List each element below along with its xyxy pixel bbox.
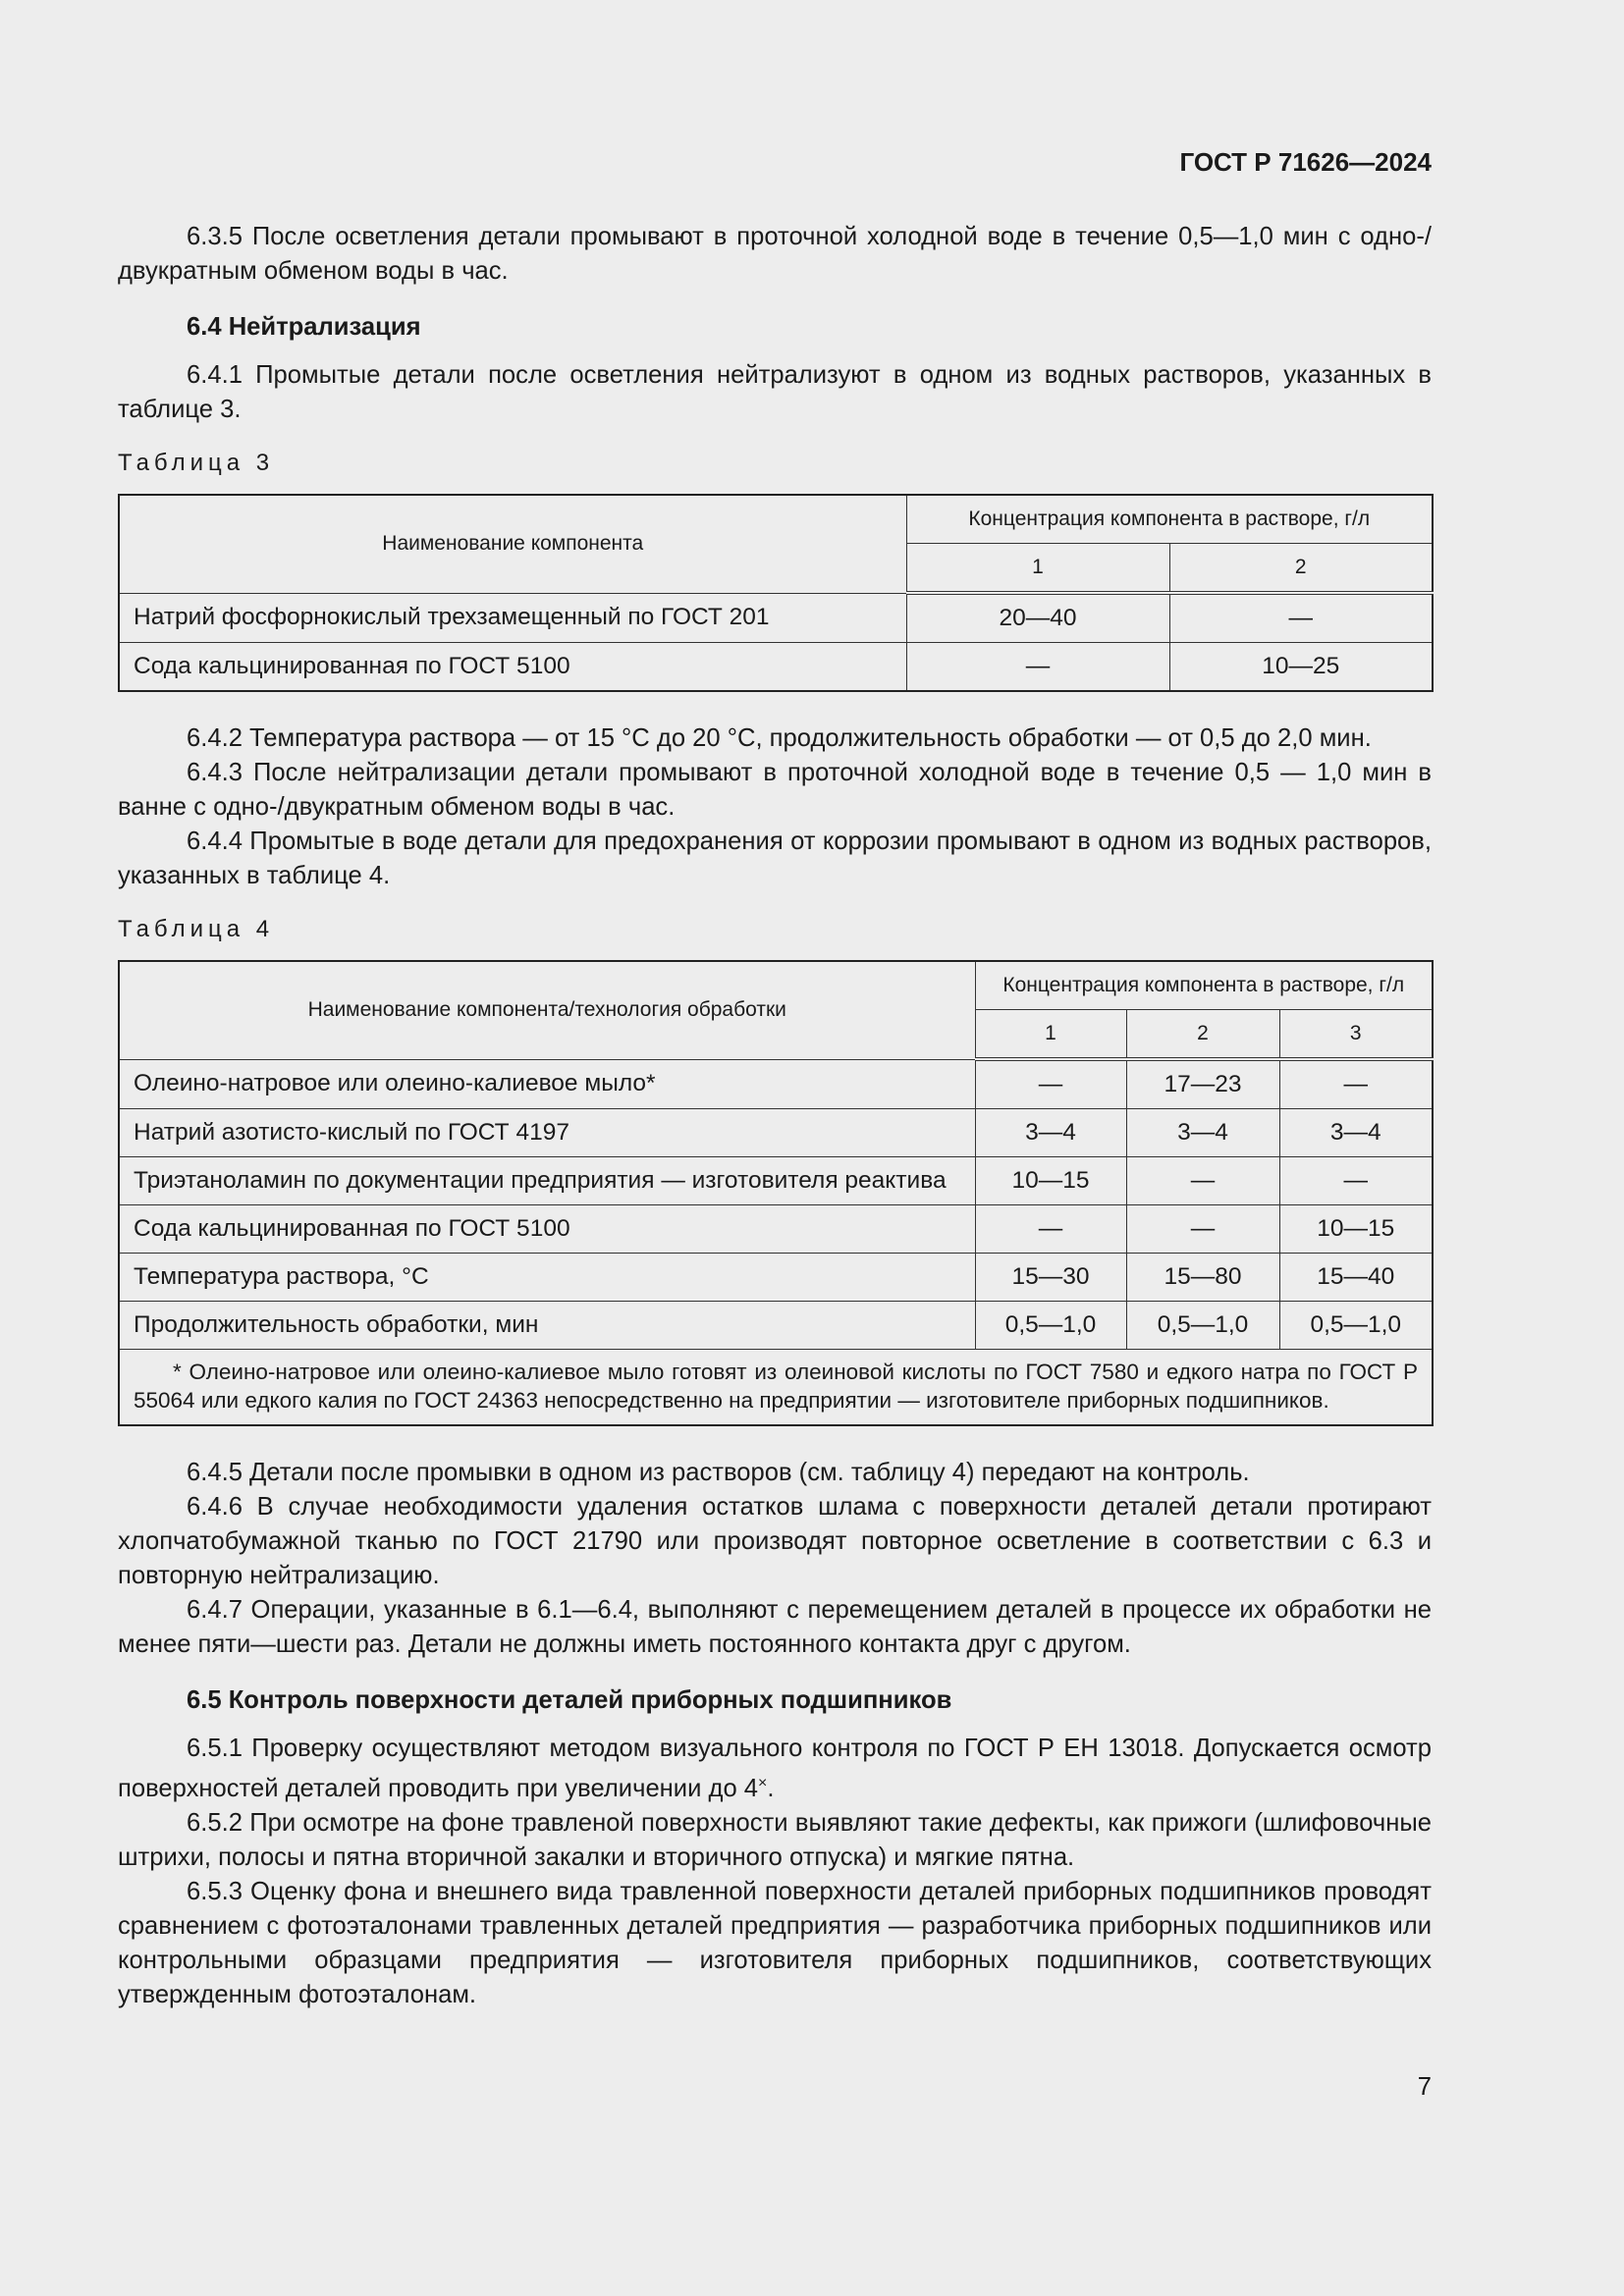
table-3 [118, 494, 1434, 692]
table-3-header-name: Наименование компонента [119, 495, 906, 593]
page-content [118, 220, 1432, 2012]
table-4-header-name: Наименование компонента/технология обработки [119, 961, 975, 1059]
table-cell-value: 15—30 [975, 1254, 1126, 1302]
table-row [119, 1157, 1433, 1205]
table-cell-value: 10—15 [1279, 1205, 1433, 1254]
table-row [119, 643, 1433, 692]
paragraph-6-5-1-text: 6.5.1 Проверку осуществляют методом визуального контроля по ГОСТ Р ЕН 13018. Допускается осмотр поверхностей деталей проводить при увеличении до 4 [118, 1735, 1432, 1802]
table-cell-name: Сода кальцинированная по ГОСТ 5100 [119, 643, 906, 692]
paragraph-6-5-2: 6.5.2 При осмотре на фоне травленой поверхности выявляют такие дефекты, как прижоги (шлифовочные штрихи, полосы и пятна вторичной закалки и вторичного отпуска) и мягкие пятна. [118, 1809, 1432, 1871]
table-cell-value: — [975, 1059, 1126, 1109]
table-cell-name: Продолжительность обработки, мин [119, 1302, 975, 1350]
table-cell-value: 0,5—1,0 [1279, 1302, 1433, 1350]
table-cell-value: 10—25 [1169, 643, 1433, 692]
table-4 [118, 960, 1434, 1426]
table-row [119, 1205, 1433, 1254]
table-footnote-row [119, 1350, 1433, 1426]
paragraph-6-5-3: 6.5.3 Оценку фона и внешнего вида травленной поверхности деталей приборных подшипников проводят сравнением с фотоэталонами травленных деталей предприятия — разработчика приборных подшипников или контрольными образцами предприятия — изготовителя приборных подшипников, соответствующих утвержденным фотоэталонам. [118, 1878, 1432, 2008]
paragraph-6-4-2: 6.4.2 Температура раствора — от 15 °С до 20 °С, продолжительность обработки — от 0,5 до 2,0 мин. [187, 724, 1372, 752]
table-row [119, 1302, 1433, 1350]
document-header: ГОСТ Р 71626—2024 [1179, 147, 1432, 177]
table-cell-name: Натрий фосфорнокислый трехзамещенный по ГОСТ 201 [119, 593, 906, 643]
page-number: 7 [1417, 2073, 1432, 2101]
table-cell-name: Температура раствора, °С [119, 1254, 975, 1302]
paragraph-6-4-7: 6.4.7 Операции, указанные в 6.1—6.4, выполняют с перемещением деталей в процессе их обработки не менее пяти—шести раз. Детали не должны иметь постоянного контакта друг с другом. [118, 1596, 1432, 1658]
section-heading-6-5: 6.5 Контроль поверхности деталей приборных подшипников [187, 1686, 952, 1714]
table-cell-value: 0,5—1,0 [1126, 1302, 1279, 1350]
table-cell-value: 20—40 [906, 593, 1169, 643]
table-4-header-col: 2 [1126, 1010, 1279, 1060]
table-cell-value: 3—4 [975, 1109, 1126, 1157]
table-cell-value: 3—4 [1279, 1109, 1433, 1157]
table-cell-name: Сода кальцинированная по ГОСТ 5100 [119, 1205, 975, 1254]
table-4-header-col: 1 [975, 1010, 1126, 1060]
table-4-header-col: 3 [1279, 1010, 1433, 1060]
table-cell-value: 15—40 [1279, 1254, 1433, 1302]
paragraph-6-4-3: 6.4.3 После нейтрализации детали промывают в проточной холодной воде в течение 0,5 — 1,0 мин в ванне с одно-/двукратным обменом воды в час. [118, 759, 1432, 821]
table-3-header-col: 1 [906, 544, 1169, 594]
paragraph-6-4-5: 6.4.5 Детали после промывки в одном из растворов (см. таблицу 4) передают на контроль. [187, 1459, 1250, 1486]
table-cell-value: 3—4 [1126, 1109, 1279, 1157]
table-3-caption: Таблица 3 [118, 450, 275, 476]
table-cell-value: — [975, 1205, 1126, 1254]
table-row [119, 593, 1433, 643]
section-heading-6-4: 6.4 Нейтрализация [187, 313, 421, 341]
table-cell-name: Олеино-натровое или олеино-калиевое мыло* [119, 1059, 975, 1109]
table-cell-name: Натрий азотисто-кислый по ГОСТ 4197 [119, 1109, 975, 1157]
table-4-caption: Таблица 4 [118, 916, 275, 942]
paragraph-6-4-6: 6.4.6 В случае необходимости удаления остатков шлама с поверхности деталей детали протирают хлопчатобумажной тканью по ГОСТ 21790 или производят повторное осветление в соответствии с 6.3 и повторную нейтрализацию. [118, 1493, 1432, 1589]
table-cell-value: — [906, 643, 1169, 692]
table-cell-value: 17—23 [1126, 1059, 1279, 1109]
table-cell-value: 0,5—1,0 [975, 1302, 1126, 1350]
paragraph-6-5-1-end: . [767, 1775, 775, 1802]
table-3-header-concentration: Концентрация компонента в растворе, г/л [906, 495, 1433, 544]
table-3-header-col: 2 [1169, 544, 1433, 594]
paragraph-6-3-5: 6.3.5 После осветления детали промывают в проточной холодной воде в течение 0,5—1,0 мин с одно-/двукратным обменом воды в час. [118, 223, 1432, 285]
paragraph-6-5-1 [118, 1732, 1432, 1806]
paragraph-6-4-1: 6.4.1 Промытые детали после осветления нейтрализуют в одном из водных растворов, указанных в таблице 3. [118, 361, 1432, 423]
paragraph-6-4-4: 6.4.4 Промытые в воде детали для предохранения от коррозии промывают в одном из водных растворов, указанных в таблице 4. [118, 828, 1432, 889]
magnification-symbol: × [758, 1775, 768, 1791]
table-cell-value: — [1126, 1205, 1279, 1254]
table-row [119, 1059, 1433, 1109]
table-cell-value: 10—15 [975, 1157, 1126, 1205]
table-cell-value: 15—80 [1126, 1254, 1279, 1302]
table-cell-value: — [1279, 1059, 1433, 1109]
table-row [119, 1254, 1433, 1302]
table-cell-value: — [1126, 1157, 1279, 1205]
table-row [119, 1109, 1433, 1157]
table-4-header-concentration: Концентрация компонента в растворе, г/л [975, 961, 1433, 1010]
table-cell-name: Триэтаноламин по документации предприятия — изготовителя реактива [119, 1157, 975, 1205]
table-4-footnote: * Олеино-натровое или олеино-калиевое мыло готовят из олеиновой кислоты по ГОСТ 7580 и едкого натра по ГОСТ Р 55064 или едкого калия по ГОСТ 24363 непосредственно на предприятии — изготовителе приборных подшипников. [119, 1350, 1433, 1426]
table-cell-value: — [1169, 593, 1433, 643]
table-cell-value: — [1279, 1157, 1433, 1205]
